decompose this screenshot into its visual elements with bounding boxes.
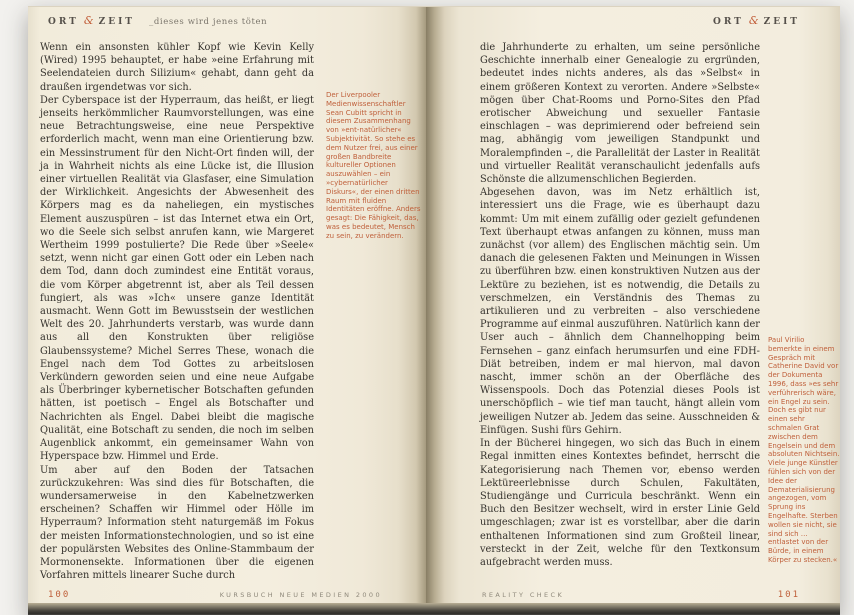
ampersand-glyph: & — [83, 14, 94, 27]
right-page-number: 101 — [777, 590, 800, 600]
book-series-title: KURSBUCH NEUE MEDIEN 2000 — [219, 591, 382, 599]
right-page-columns — [480, 41, 840, 569]
open-book — [28, 6, 840, 615]
right-page — [426, 6, 840, 603]
body-paragraph: Wenn ein ansonsten kühler Kopf wie Kevin Kelly (Wired) 1995 behauptet, er habe »eine Erfahrung mit Seelendateien durch Silizium« gehabt, dann geht da draußen irgendetwas vor sich. — [40, 42, 314, 93]
left-margin-note: Der Liverpooler Medienwissenschaftler Sean Cubitt spricht in diesem Zusammenhang von »ent-natürlicher« Subjektivität. So stehe es dem Nutzer frei, aus einer großen Bandbreite kultureller Optionen auszuwählen – ein »cybernatürlicher Diskurs«, der einen dritten Raum mit fluiden Identitäten eröffne. Anders gesagt: Die Fähigkeit, das, was es bedeutet, Mensch zu sein, zu verändern. — [326, 91, 421, 240]
ampersand-glyph: & — [748, 14, 759, 27]
left-page-footer — [28, 590, 426, 600]
chapter-title: _dieses wird jenes töten — [149, 17, 268, 27]
book-bottom-edge — [28, 602, 840, 615]
body-paragraph: Der Cyberspace ist der Hyperraum, das heißt, er liegt jenseits herkömmlicher Raumvorstellungen, was eine neue Betrachtungsweise, eine neue Perspektive erforderlich macht, wenn man eine Orientierung bzw. ein Messinstrument für den Nicht-Ort finden will, der ja in Wahrheit nichts als eine Lücke ist, die Illusion einer virtuellen Realität via Glasfaser, eine Simulation der Wirklichkeit. Angesichts der Abwesenheit des Körpers mag es da naheliegen, ein mystisches Element auszuspüren – ist das Internet etwa ein Ort, wo die Seele sich selbst anrufen kann, wie Margeret Wertheim 1999 postulierte? Die Rede über »Seele« setzt, wenn nicht gar einen Gott oder ein Leben nach dem Tod, dann doch zumindest eine Entität voraus, die vom Körper abgetrennt ist, aber als Teil dessen fungiert, als was »Ich« unsere ganze Identität ausmacht. Wenn Gott im Bewusstsein der westlichen Welt des 20. Jahrhunderts verstarb, was wurde dann aus all den Konstrukten über religiöse Glaubenssysteme? Michel Serres These, wonach die Engel nach dem Tod Gottes zu arbeitslosen Verkündern geworden seien und eine neue Aufgabe als Überbringer kybernetischer Botschaften gefunden hätten, ist poetisch – Engel als Botschafter und Nachrichten als Engel. Dabei bleibt die magische Qualität, eine Botschaft zu senden, die noch im selben Augenblick ankommt, ein gemeinsamer Wahn von Hyperspace bzw. Himmel und Erde. — [40, 94, 314, 463]
body-paragraph: Um aber auf den Boden der Tatsachen zurückzukehren: Was sind dies für Botschaften, die wundersamerweise in den Kabelnetzwerken erscheinen? Schaffen wir Himmel oder Hölle im Hyperraum? Information steht naturgemäß im Fokus der meisten Informationstechnologien, und so ist eine der populärsten Websites des Online-Stammbaum der Mormonensekte. Informationen über die eigenen Vorfahren mittels linearer Suche durch — [40, 464, 314, 582]
header-word-zeit: ZEIT — [98, 17, 135, 27]
page-spread — [28, 6, 840, 602]
chapter-running-title: REALITY CHECK — [482, 591, 565, 599]
header-word-ort: ORT — [713, 17, 744, 27]
left-page — [28, 6, 426, 603]
header-word-ort: ORT — [48, 17, 79, 27]
right-body-column — [480, 41, 760, 569]
left-page-columns — [40, 41, 422, 582]
left-page-number: 100 — [48, 590, 71, 600]
right-margin-note: Paul Virilio bemerkte in einem Gespräch mit Catherine David vor der Dokumenta 1996, dass »es sehr verführerisch wäre, ein Engel zu sein. Doch es gibt nur einen sehr schmalen Grat zwischen dem Engelsein und dem absoluten Nichtsein. Viele junge Künstler fühlen sich von der Idee der Dematerialisierung angezogen, vom Sprung ins Engelhafte. Sterben wollen sie nicht, sie sind sich … entlastet von der Bürde, in einem Körper zu stecken.« — [768, 336, 840, 564]
right-running-header — [713, 14, 800, 27]
left-body-column — [40, 41, 314, 582]
body-paragraph: die Jahrhunderte zu erhalten, um seine persönliche Geschichte innerhalb einer Genealogie zu ergründen, bedeutet indes nichts anderes, als das »Selbst« in einem größeren Kontext zu verorten. Andere »Selbste« mögen über Chat-Rooms und Porno-Sites den Pfad erotischer Abweichung und sexueller Fantasie einschlagen – was deprimierend oder befreiend sein mag, abhängig vom jeweiligen Standpunkt und Moralempfinden –, die Parallelität der Laster in Realität und virtueller Realität veranschaulicht jedenfalls aufs Schönste die allzumenschlichen Begierden. — [480, 42, 760, 186]
header-word-zeit: ZEIT — [763, 17, 800, 27]
body-paragraph: In der Bücherei hingegen, wo sich das Buch in einem Regal inmitten eines Kontextes befindet, herrscht die Kategorisierung nach Themen vor, ebenso werden Lektüreerlebnisse durch Schulen, Fakultäten, Studiengänge und Curricula beschränkt. Wenn ein Buch den Besitzer wechselt, wird in erster Linie Geld umgeschlagen; zwar ist es vorstellbar, aber die darin enthaltenen Informationen sind zum Großteil linear, versteckt in der Zeit, welche für den Textkonsum aufgebracht werden muss. — [480, 438, 760, 568]
body-paragraph: Abgesehen davon, was im Netz erhältlich ist, interessiert uns die Frage, wie es überhaupt dazu kommt: Um mit einem zufällig oder gezielt gefundenen Text überhaupt etwas anfangen zu können, muss man zunächst (vor allem) des Englischen mächtig sein. Um danach die gelesenen Fakten und Meinungen in Wissen zu überführen bzw. einen konstruktiven Nutzen aus der Lektüre zu beziehen, ist es notwendig, die Details zu verschmelzen, ein Verständnis des Themas zu artikulieren und zu verbreiten – also verschiedene Programme auf einmal auszuführen. Natürlich kann der User auch – ähnlich dem Channelhopping beim Fernsehen – ganz einfach herumsurfen und eine FDH-Diät betreiben, indem er mal hiervon, mal davon nascht, immer schön an der Oberfläche des Wissenspools. Doch das Potenzial dieses Pools ist unerschöpflich – wie tief man taucht, hängt allein vom jeweiligen Nutzer ab. Jedem das seine. Ausschneiden & Einfügen. Sushi fürs Gehirn. — [480, 187, 760, 436]
left-running-header — [48, 14, 267, 27]
right-page-footer — [426, 590, 840, 600]
